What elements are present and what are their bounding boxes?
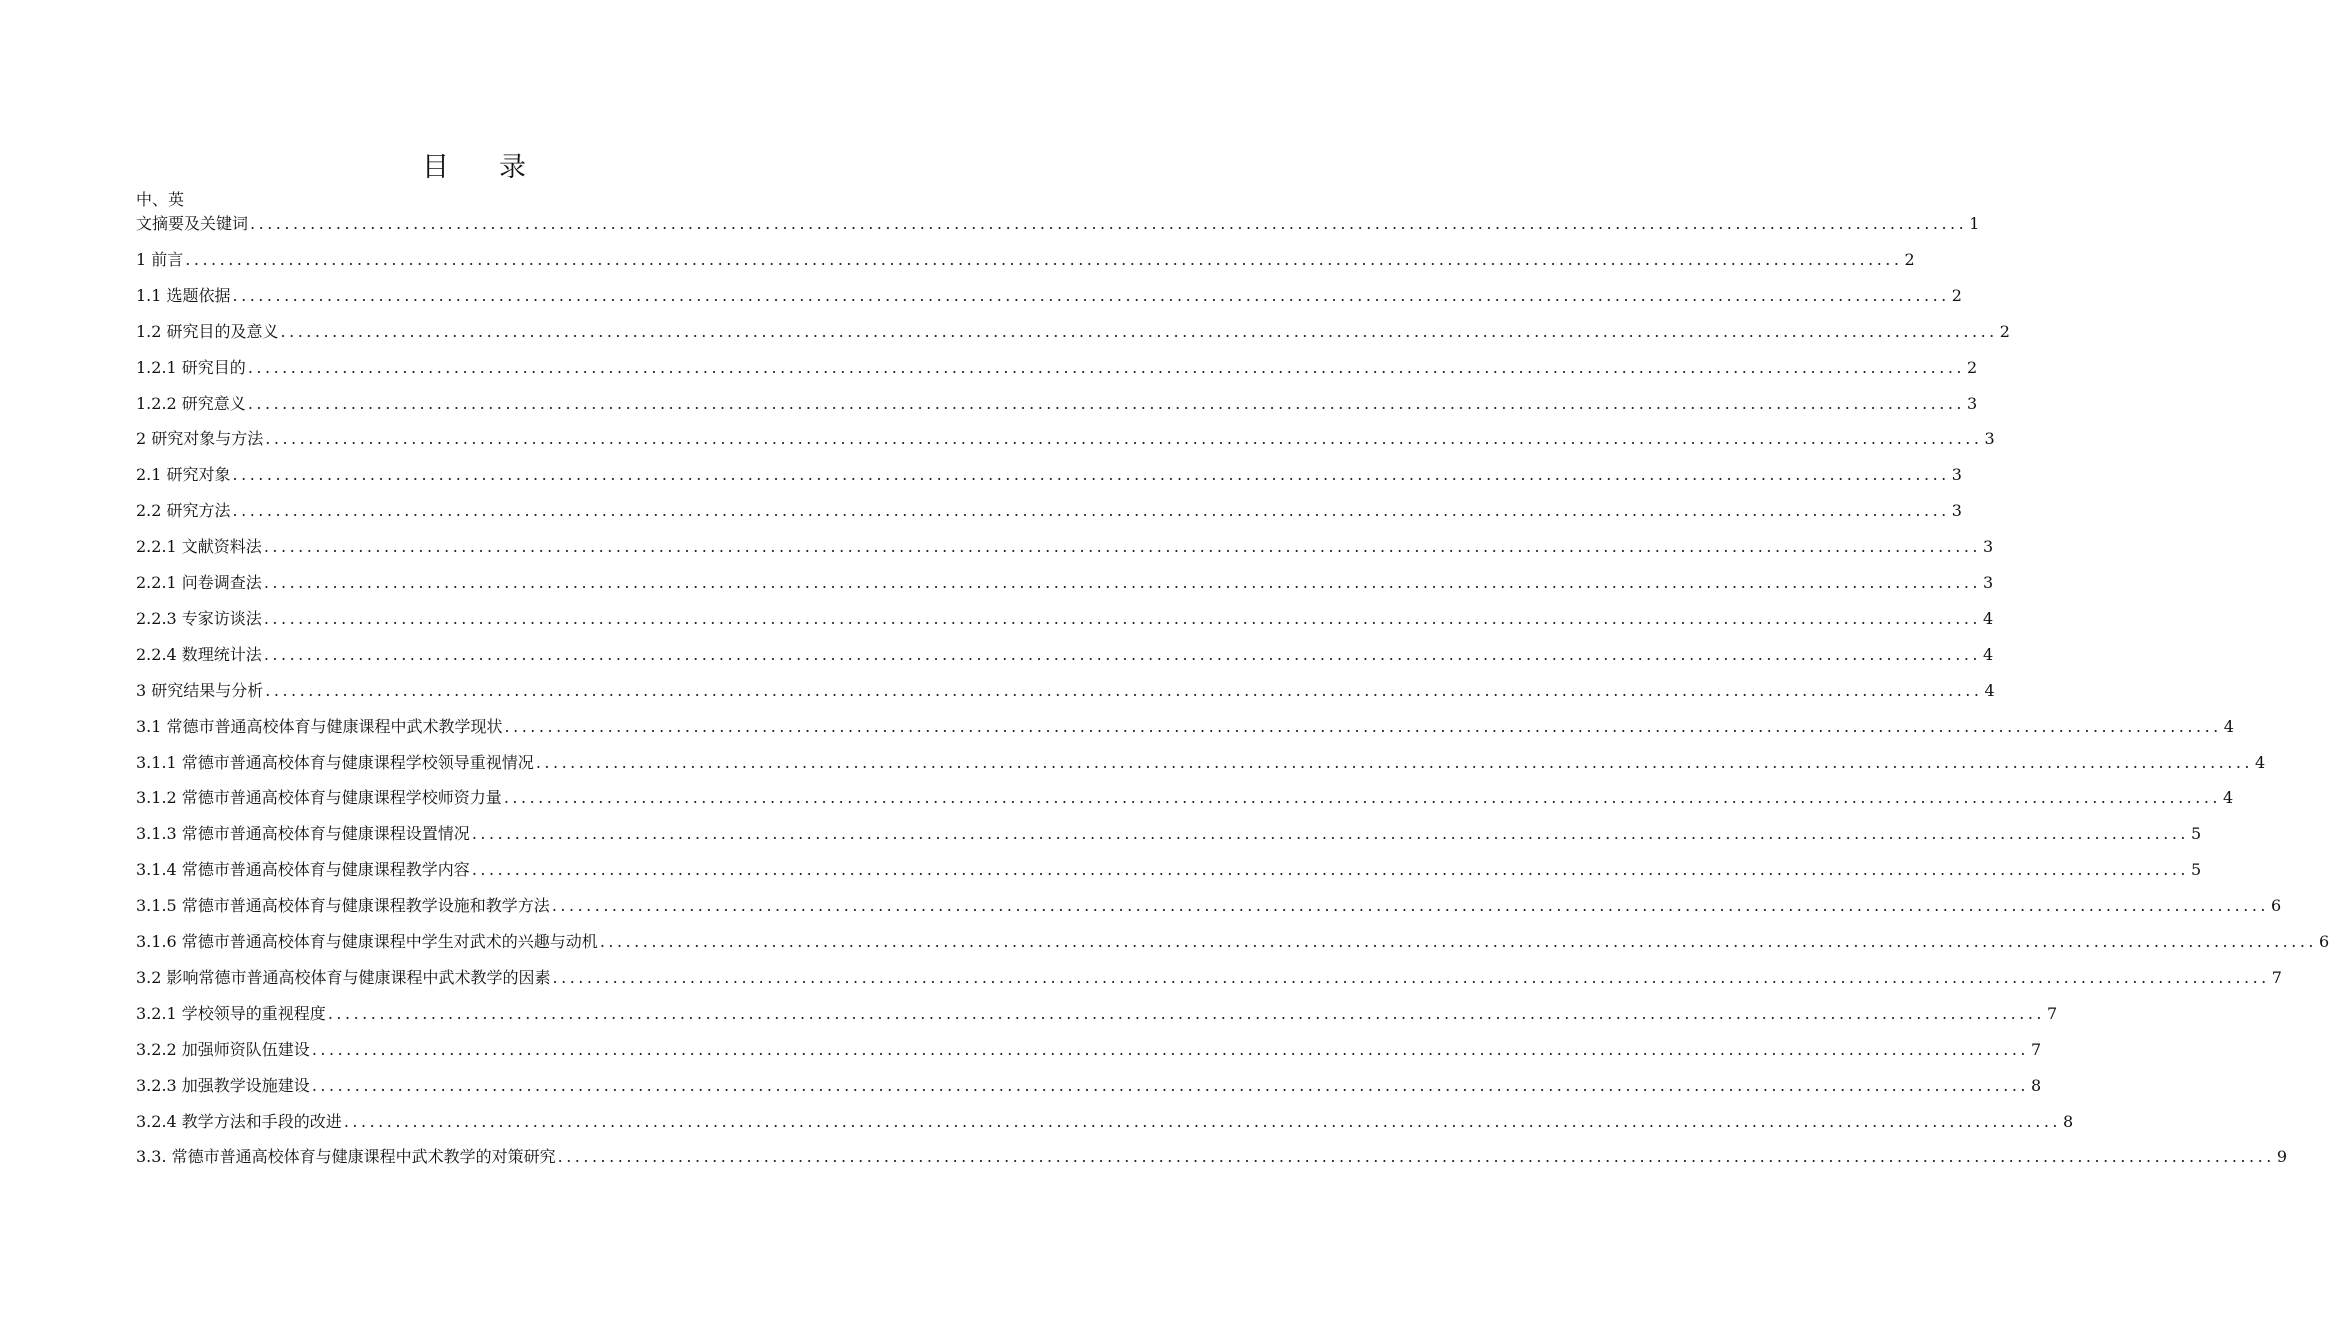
toc-entry-page-number: 9 [2276, 1147, 2287, 1167]
toc-entry-page-number: 3 [1967, 393, 1978, 413]
toc-entry-label: 2.2.4 数理统计法 [136, 644, 262, 664]
toc-entry-label: 2.2.3 专家访谈法 [136, 608, 262, 628]
toc-entry-page-number: 3 [1951, 465, 1962, 485]
toc-entry[interactable] [136, 894, 2282, 918]
toc-entry[interactable] [136, 535, 1994, 559]
toc-dot-leader: ........................................................................................................................................................................................................ [263, 573, 1981, 592]
toc-entry-label: 3.2.1 学校领导的重视程度 [136, 1003, 326, 1023]
page-title-char-1: 目 [422, 152, 451, 183]
toc-entry-label: 2.2.1 问卷调查法 [136, 573, 262, 592]
toc-dot-leader: ........................................................................................................................................................................................................ [232, 501, 1950, 521]
toc-entry-page-number: 7 [2031, 1039, 2042, 1059]
toc-entry-page-number: 1 [1969, 214, 1980, 233]
toc-entry-page-number: 4 [1983, 608, 1994, 628]
toc-entry[interactable] [136, 679, 1995, 703]
toc-dot-leader: ........................................................................................................................................................................................................ [551, 896, 2269, 916]
toc-entry-label: 3.1.1 常德市普通高校体育与健康课程学校领导重视情况 [136, 752, 534, 772]
toc-dot-leader: ........................................................................................................................................................................................................ [471, 824, 2189, 844]
toc-entry-page-number: 2 [1999, 321, 2010, 341]
toc-entry-label: 3.2.4 教学方法和手段的改进 [136, 1111, 342, 1131]
toc-dot-leader: ........................................................................................................................................................................................................ [599, 932, 2317, 951]
toc-entry-label: 1.2.2 研究意义 [136, 393, 246, 413]
toc-entry[interactable] [136, 751, 2266, 775]
toc-dot-leader: ........................................................................................................................................................................................................ [247, 357, 1965, 377]
toc-entry-page-number: 7 [2047, 1003, 2058, 1023]
toc-entry-label: 3.1 常德市普通高校体育与健康课程中武术教学现状 [136, 716, 503, 736]
toc-dot-leader: ........................................................................................................................................................................................................ [557, 1147, 2275, 1167]
toc-dot-leader: ........................................................................................................................................................................................................ [504, 716, 2222, 736]
toc-entry[interactable] [136, 320, 2010, 344]
toc-entry[interactable] [136, 1074, 2042, 1098]
toc-entry-label: 3.2.2 加强师资队伍建设 [136, 1039, 310, 1059]
toc-entry[interactable] [136, 284, 1962, 308]
toc-entry-page-number: 4 [1984, 680, 1995, 700]
toc-entry[interactable] [136, 571, 1994, 595]
toc-entry[interactable] [136, 1002, 2058, 1026]
toc-entry-page-number: 2 [1967, 357, 1978, 377]
toc-dot-leader: ........................................................................................................................................................................................................ [471, 860, 2189, 880]
toc-entry-page-number: 4 [2223, 788, 2234, 808]
toc-dot-leader: ........................................................................................................................................................................................................ [265, 429, 1983, 449]
toc-entry[interactable] [136, 822, 2202, 846]
toc-dot-leader: ........................................................................................................................................................................................................ [263, 608, 1981, 628]
toc-dot-leader: ........................................................................................................................................................................................................ [535, 752, 2253, 772]
toc-entry-label: 3.2.3 加强教学设施建设 [136, 1075, 310, 1095]
toc-dot-leader: ........................................................................................................................................................................................................ [265, 680, 1983, 700]
toc-dot-leader: ........................................................................................................................................................................................................ [280, 321, 1998, 341]
toc-entry-page-number: 2 [1904, 249, 1915, 269]
toc-entry-label: 2 研究对象与方法 [136, 429, 264, 449]
toc-entry[interactable] [136, 930, 2329, 954]
toc-entry-label: 3.2 影响常德市普通高校体育与健康课程中武术教学的因素 [136, 967, 551, 987]
toc-entry-page-number: 4 [1983, 644, 1994, 664]
toc-entry-page-number: 8 [2031, 1075, 2042, 1095]
toc-entry[interactable] [136, 212, 1980, 236]
toc-entry-page-number: 4 [2255, 752, 2266, 772]
toc-dot-leader: ........................................................................................................................................................................................................ [311, 1039, 2029, 1059]
toc-entry[interactable] [136, 715, 2234, 739]
toc-dot-leader: ........................................................................................................................................................................................................ [232, 465, 1950, 485]
page-title-char-2: 录 [499, 152, 528, 183]
toc-entry-label: 1 前言 [136, 249, 184, 269]
toc-entry[interactable] [136, 499, 1962, 523]
toc-dot-leader: ........................................................................................................................................................................................................ [311, 1075, 2029, 1095]
toc-entry-page-number: 2 [1951, 285, 1962, 305]
toc-entry[interactable] [136, 392, 1978, 416]
toc-dot-leader: ........................................................................................................................................................................................................ [247, 393, 1965, 413]
toc-entry-label: 3.1.2 常德市普通高校体育与健康课程学校师资力量 [136, 788, 502, 808]
toc-entry-label: 1.2 研究目的及意义 [136, 321, 279, 341]
toc-entry[interactable] [136, 356, 1978, 380]
toc-entry-page-number: 6 [2319, 932, 2329, 951]
toc-entry-label: 2.2 研究方法 [136, 501, 231, 521]
toc-entry-label: 3 研究结果与分析 [136, 680, 264, 700]
toc-entry-page-number: 5 [2191, 824, 2202, 844]
toc-entry[interactable] [136, 1110, 2074, 1134]
toc-dot-leader: ........................................................................................................................................................................................................ [185, 249, 1903, 269]
toc-dot-leader: ........................................................................................................................................................................................................ [327, 1003, 2045, 1023]
toc-entry[interactable] [136, 463, 1962, 487]
toc-dot-leader: ........................................................................................................................................................................................................ [250, 214, 1968, 233]
toc-entry[interactable] [136, 643, 1994, 667]
toc-entry-page-number: 5 [2191, 860, 2202, 880]
toc-dot-leader: ........................................................................................................................................................................................................ [263, 537, 1981, 557]
toc-dot-leader: ........................................................................................................................................................................................................ [552, 967, 2270, 987]
toc-entry-page-number: 7 [2271, 967, 2282, 987]
toc-entry-page-number: 3 [1951, 501, 1962, 521]
toc-entry-page-number: 3 [1983, 573, 1994, 592]
toc-dot-leader: ........................................................................................................................................................................................................ [263, 644, 1981, 664]
toc-dot-leader: ........................................................................................................................................................................................................ [503, 788, 2221, 808]
toc-entry-page-number: 6 [2271, 896, 2282, 916]
toc-entry-label: 3.3. 常德市普通高校体育与健康课程中武术教学的对策研究 [136, 1147, 556, 1167]
toc-entry[interactable] [136, 1038, 2042, 1062]
toc-entry[interactable] [136, 858, 2202, 882]
toc-entry-label: 文摘要及关键词 [136, 214, 249, 233]
toc-entry-page-number: 4 [2223, 716, 2234, 736]
toc-entry-label: 1.1 选题依据 [136, 285, 231, 305]
toc-entry-label: 2.1 研究对象 [136, 465, 231, 485]
toc-entry-page-number: 3 [1984, 429, 1995, 449]
toc-entry-page-number: 3 [1983, 537, 1994, 557]
toc-entry-label: 1.2.1 研究目的 [136, 357, 246, 377]
toc-entry[interactable] [136, 427, 1995, 451]
toc-entry[interactable] [136, 248, 1915, 272]
toc-entry[interactable] [136, 607, 1994, 631]
toc-entry-label: 3.1.6 常德市普通高校体育与健康课程中学生对武术的兴趣与动机 [136, 932, 598, 951]
toc-entry[interactable] [136, 786, 2234, 810]
toc-dot-leader: ........................................................................................................................................................................................................ [343, 1111, 2061, 1131]
toc-entry[interactable] [136, 966, 2282, 990]
page-title [0, 145, 950, 184]
toc-entry[interactable] [136, 1145, 2287, 1169]
toc-entry-label: 2.2.1 文献资料法 [136, 537, 262, 557]
toc-entry-page-number: 8 [2063, 1111, 2074, 1131]
toc-pre-line: 中、英 [136, 190, 185, 209]
toc-entry-label: 3.1.3 常德市普通高校体育与健康课程设置情况 [136, 824, 470, 844]
toc-entry-label: 3.1.5 常德市普通高校体育与健康课程教学设施和教学方法 [136, 896, 550, 916]
toc-dot-leader: ........................................................................................................................................................................................................ [232, 285, 1950, 305]
toc-entry-label: 3.1.4 常德市普通高校体育与健康课程教学内容 [136, 860, 470, 880]
